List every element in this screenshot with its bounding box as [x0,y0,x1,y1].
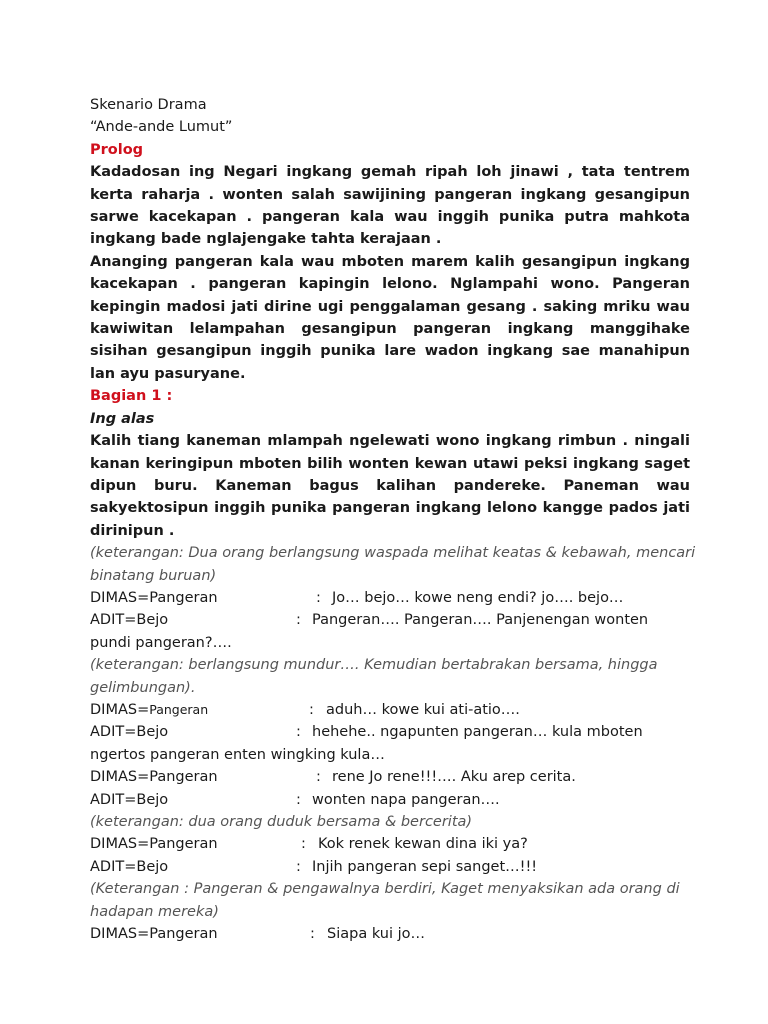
dialogue-line [90,587,690,609]
speaker-name: DIMAS=Pangeran [90,769,218,786]
scene-paragraph: Kalih tiang kaneman mlampah ngelewati wono ingkang rimbun . ningali kanan keringipun mboten bilih wonten kewan utawi peksi ingkang saget dipun buru. Kaneman bagus kalihan pandereke. Paneman wau sakyektosipun inggih punika pangeran ingkang lelono kangge pados jati dirinipun . [90,433,690,539]
speaker-name: ADIT=Bejo [90,724,169,741]
section-heading: Bagian 1 : [90,388,173,405]
prolog-heading: Prolog [90,141,144,158]
stage-direction-line: binatang buruan) [90,567,217,584]
stage-direction [90,654,680,699]
speaker-name: DIMAS=Pangeran [90,836,218,853]
speaker-name: DIMAS=Pangeran [90,926,218,943]
dialogue-text: Jo… bejo… kowe neng endi? jo…. bejo… [332,589,624,606]
dialogue-colon: : [296,724,301,741]
dialogue-colon: : [310,926,315,943]
scene-setting: Ing alas [90,410,155,427]
dialogue-continuation: pundi pangeran?…. [90,634,232,651]
speaker-name: ADIT=Bejo [90,858,169,875]
stage-direction-line: hadapan mereka) [90,903,219,920]
stage-direction [90,811,680,833]
dialogue-text: Injih pangeran sepi sanget…!!! [312,858,538,875]
script-document [90,94,696,945]
dialogue-text: aduh… kowe kui ati-atio…. [326,701,520,718]
dialogue-continuation: ngertos pangeran enten wingking kula… [90,746,385,763]
dialogue-line [90,721,690,766]
stage-direction-line: (keterangan: Dua orang berlangsung waspada melihat keatas & kebawah, mencari [90,545,696,562]
drama-title: “Ande-ande Lumut” [90,119,233,136]
prolog-paragraph-2: Ananging pangeran kala wau mboten marem kalih gesangipun ingkang kacekapan . pangeran kapingin lelono. Nglampahi wono. Pangeran kepingin madosi jati dirine ugi penggalaman gesang . saking mriku wau kawiwitan lelampahan gesangipun pangeran ingkang manggihake sisihan gesangipun inggih punika lare wadon ingkang sae manahipun lan ayu pasuryane. [90,253,690,382]
speaker-name: ADIT=Bejo [90,612,169,629]
dialogue-colon: : [301,836,306,853]
dialogue-line [90,789,690,811]
dialogue-line [90,766,690,788]
dialogue-line [90,923,690,945]
dialogue-text: Kok renek kewan dina iki ya? [318,836,528,853]
dialogue-text: Pangeran…. Pangeran…. Panjenengan wonten [312,612,649,629]
stage-direction [90,542,696,587]
dialogue-line [90,699,690,721]
speaker-name: DIMAS=Pangeran [90,589,218,606]
dialogue-colon: : [296,858,301,875]
speaker-name-part: DIMAS= [90,701,150,718]
speaker-name-part: Pangeran [149,701,209,717]
dialogue-text: wonten napa pangeran…. [312,791,500,808]
prolog-paragraph-1: Kadadosan ing Negari ingkang gemah ripah loh jinawi , tata tentrem kerta raharja . wonten salah sawijining pangeran ingkang gesangipun sarwe kacekapan . pangeran kala wau inggih punika putra mahkota ingkang bade nglajengake tahta kerajaan . [90,164,690,248]
dialogue-text: hehehe.. ngapunten pangeran… kula mboten [312,724,643,741]
stage-direction-line: gelimbungan). [90,679,196,696]
dialogue-colon: : [296,791,301,808]
dialogue-line [90,833,690,855]
stage-direction-line: (keterangan: dua orang duduk bersama & bercerita) [90,814,473,830]
dialogue-colon: : [296,612,301,629]
dialogue-colon: : [316,769,321,786]
dialogue-text: Siapa kui jo… [327,926,425,943]
dialogue-line [90,609,690,654]
document-title: Skenario Drama [90,97,207,113]
stage-direction [90,878,680,923]
dialogue-colon: : [316,589,321,606]
dialogue-colon: : [309,701,314,718]
dialogue-line [90,856,690,878]
stage-direction-line: (keterangan: berlangsung mundur…. Kemudian bertabrakan bersama, hingga [90,657,658,674]
speaker-name: ADIT=Bejo [90,791,169,808]
speaker-name [90,699,208,721]
dialogue-text: rene Jo rene!!!…. Aku arep cerita. [332,769,576,786]
stage-direction-line: (Keterangan : Pangeran & pengawalnya berdiri, Kaget menyaksikan ada orang di [90,881,680,898]
